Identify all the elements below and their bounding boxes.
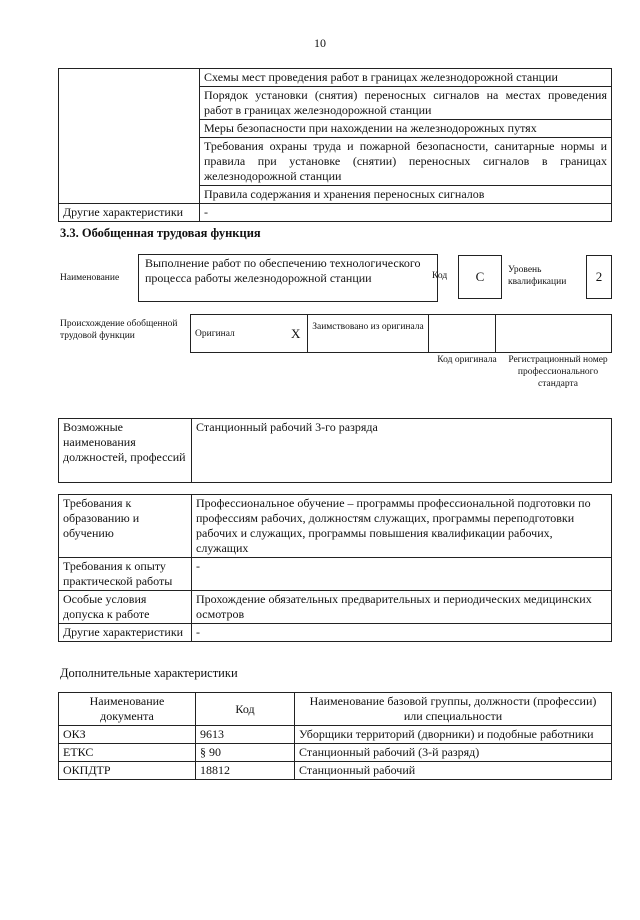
- table-row: [59, 591, 612, 624]
- knowledge-item: Схемы мест проведения работ в границах железнодорожной станции: [200, 69, 612, 87]
- additional-title: Дополнительные характеристики: [60, 666, 238, 680]
- doc-name-header: Наименование документа: [59, 693, 196, 726]
- reg-number-cell: [496, 315, 612, 353]
- other-value: -: [192, 624, 612, 642]
- admission-value: Прохождение обязательных предварительных и периодических медицинских осмотров: [192, 591, 612, 624]
- knowledge-item: Требования охраны труда и пожарной безопасности, санитарные нормы и правила при установке (снятии) переносных сигналов в границах железнодорожной станции: [200, 138, 612, 186]
- doc-name-cell: ОКЗ: [59, 726, 196, 744]
- doc-name-cell: ОКПДТР: [59, 762, 196, 780]
- knowledge-label-cell: [59, 69, 200, 204]
- table-row: [59, 69, 612, 87]
- education-label: Требования к образованию и обучению: [59, 495, 192, 558]
- table-row: [59, 419, 612, 483]
- level-value: 2: [595, 269, 603, 284]
- code-label: Код: [432, 271, 448, 281]
- origin-table: [190, 314, 612, 353]
- doc-name-cell: ЕТКС: [59, 744, 196, 762]
- education-value: Профессиональное обучение – программы профессиональной подготовки по профессиям рабочих, должностям служащих, программы переподготовки рабочих и служащих, программы повышения квалификации рабочих, служащих: [192, 495, 612, 558]
- code-value: C: [475, 269, 485, 284]
- group-cell: Уборщики территорий (дворники) и подобные работники: [295, 726, 612, 744]
- table-row: [59, 204, 612, 222]
- other-characteristics-value: -: [200, 204, 612, 222]
- name-label: Наименование: [60, 273, 120, 283]
- function-name-value: Выполнение работ по обеспечению технологического процесса работы железнодорожной станции: [145, 256, 421, 285]
- group-cell: Станционный рабочий: [295, 762, 612, 780]
- section-title: 3.3. Обобщенная трудовая функция: [60, 226, 261, 240]
- level-label: Уровень квалификации: [508, 265, 567, 287]
- other-label: Другие характеристики: [59, 624, 192, 642]
- requirements-table: [58, 494, 612, 642]
- function-name-box: [138, 254, 438, 302]
- reg-number-caption: Регистрационный номер профессионального стандарта: [508, 355, 608, 389]
- code-cell: 9613: [196, 726, 295, 744]
- table-row: [59, 762, 612, 780]
- knowledge-item: Порядок установки (снятия) переносных сигналов на местах проведения работ в границах железнодорожной станции: [200, 87, 612, 120]
- original-mark: X: [287, 315, 308, 353]
- code-original-caption: Код оригинала: [437, 355, 497, 365]
- table-row: [59, 624, 612, 642]
- experience-label: Требования к опыту практической работы: [59, 558, 192, 591]
- other-characteristics-label: Другие характеристики: [59, 204, 200, 222]
- admission-label: Особые условия допуска к работе: [59, 591, 192, 624]
- origin-code-cell: [429, 315, 496, 353]
- table-row: [59, 744, 612, 762]
- positions-label: Возможные наименования должностей, профессий: [59, 419, 192, 483]
- additional-table: [58, 692, 612, 780]
- knowledge-item: Правила содержания и хранения переносных сигналов: [200, 186, 612, 204]
- code-box: [458, 255, 502, 299]
- table-row: [59, 495, 612, 558]
- origin-label: Происхождение обобщенной трудовой функции: [60, 319, 178, 341]
- table-row: [59, 726, 612, 744]
- level-box: [586, 255, 612, 299]
- table-row: [191, 315, 612, 353]
- code-cell: § 90: [196, 744, 295, 762]
- table-row: [59, 693, 612, 726]
- group-header: Наименование базовой группы, должности (профессии) или специальности: [295, 693, 612, 726]
- table-row: [59, 558, 612, 591]
- code-cell: 18812: [196, 762, 295, 780]
- original-label: Оригинал: [191, 315, 288, 353]
- positions-table: [58, 418, 612, 483]
- knowledge-table: [58, 68, 612, 222]
- borrowed-label: Заимствовано из оригинала: [308, 315, 429, 353]
- knowledge-item: Меры безопасности при нахождении на железнодорожных путях: [200, 120, 612, 138]
- group-cell: Станционный рабочий (3-й разряд): [295, 744, 612, 762]
- page-number: 10: [314, 36, 326, 50]
- positions-value: Станционный рабочий 3-го разряда: [192, 419, 612, 483]
- code-header: Код: [196, 693, 295, 726]
- experience-value: -: [192, 558, 612, 591]
